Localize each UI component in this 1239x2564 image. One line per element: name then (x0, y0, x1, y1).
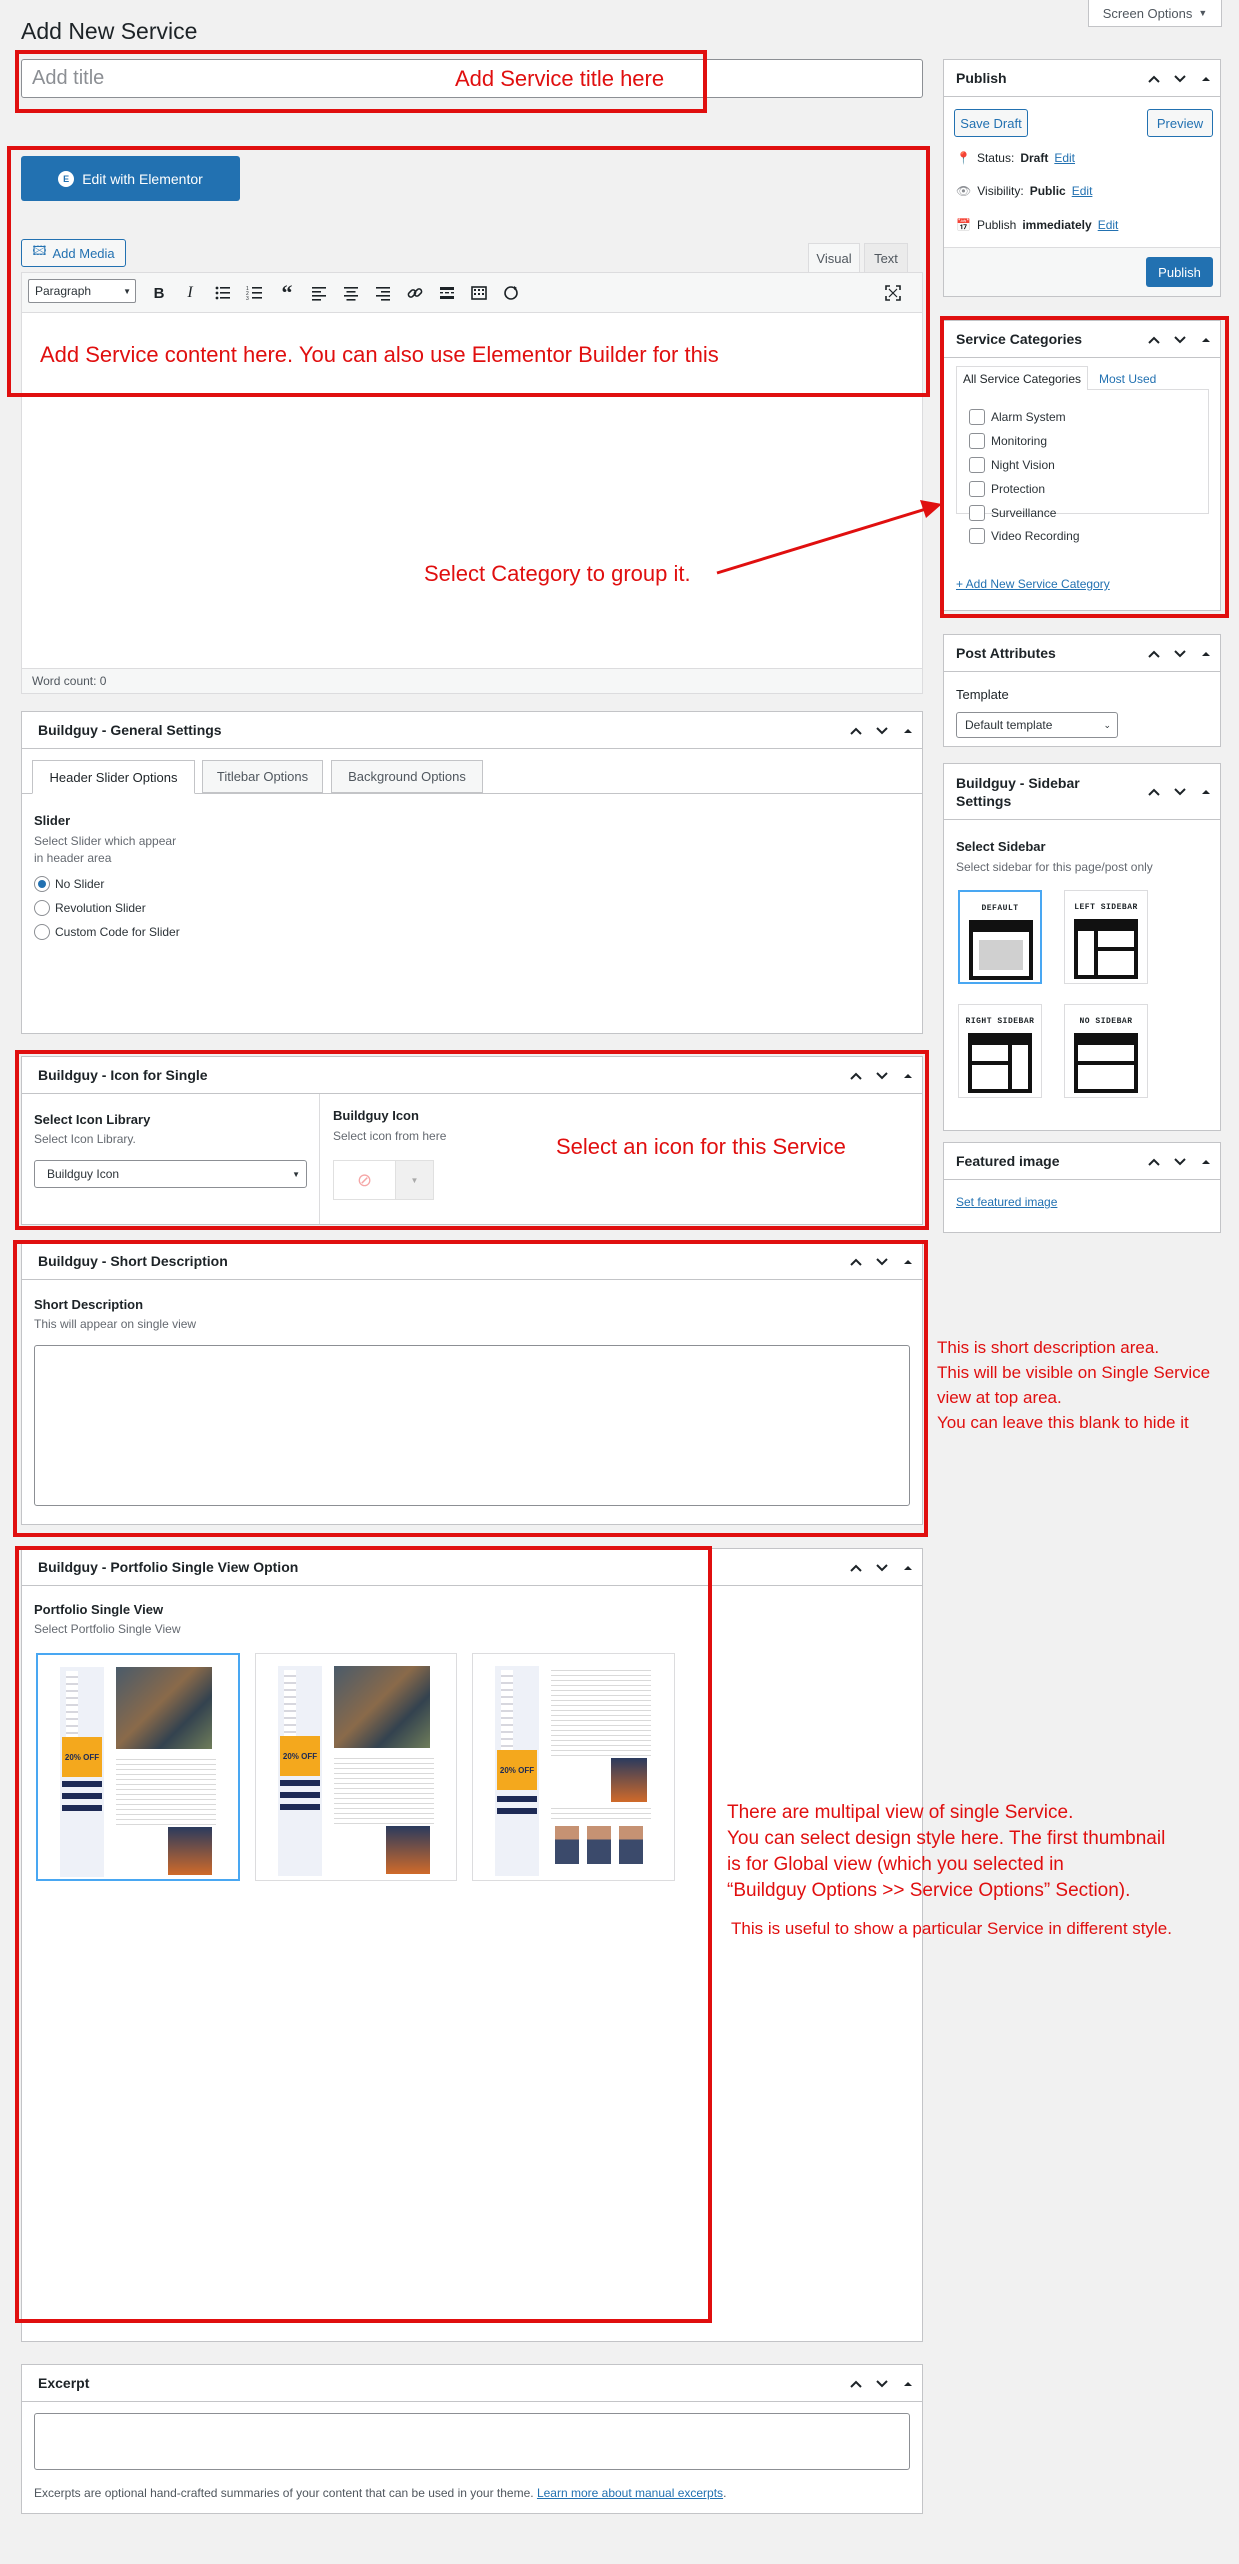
bullet-list-icon[interactable] (210, 279, 236, 307)
slider-desc: Select Slider which appear (34, 834, 177, 848)
portfolio-view-title: Buildguy - Portfolio Single View Option (38, 1559, 299, 1575)
layout-no-sidebar[interactable] (1064, 1004, 1148, 1098)
layout-right-sidebar[interactable] (958, 1004, 1042, 1098)
view-thumbnail-style-2[interactable] (472, 1653, 675, 1881)
align-left-icon[interactable] (306, 279, 332, 307)
excerpt-note (34, 2486, 726, 2500)
tab-label: All Service Categories (962, 371, 1082, 386)
collapse-icon[interactable] (1198, 646, 1214, 662)
excerpt-note-text: Excerpts are optional hand-crafted summaries of your content that can be used in your theme. (34, 2486, 534, 2500)
collapse-icon[interactable] (900, 2376, 916, 2392)
visibility-row (956, 184, 1092, 198)
slider-label: Slider (34, 813, 71, 828)
category-item[interactable] (969, 528, 1080, 544)
view-thumbnail-style-1[interactable] (255, 1653, 457, 1881)
preview-button[interactable] (1147, 109, 1213, 137)
layout-label: DEFAULT (981, 904, 1019, 913)
collapse-icon[interactable] (1198, 332, 1214, 348)
annotation-line: is for Global view (which you selected in (727, 1854, 1064, 1875)
portfolio-view-label: Portfolio Single View (34, 1602, 164, 1617)
category-item[interactable] (969, 481, 1045, 497)
short-description-title: Buildguy - Short Description (38, 1253, 228, 1269)
caret-down-icon: ▼ (123, 286, 131, 296)
preview-label: Preview (1156, 115, 1204, 131)
annotation-category: Select Category to group it. (424, 561, 691, 586)
tab-text-label: Text (874, 250, 898, 266)
thumb-promo (497, 1750, 537, 1790)
tab-label: Header Slider Options (49, 769, 178, 785)
word-count-bar (22, 668, 922, 693)
format-select[interactable] (28, 279, 136, 303)
categories-metabox (943, 320, 1221, 611)
tab-titlebar[interactable] (202, 760, 323, 793)
template-label: Template (956, 687, 1009, 702)
box-controls (1146, 321, 1214, 358)
status-value: Draft (1020, 151, 1049, 165)
radio-icon (34, 900, 50, 916)
category-label: Night Vision (991, 458, 1055, 472)
radio-icon (34, 876, 50, 892)
screen-options-button[interactable] (1088, 0, 1222, 27)
format-select-value: Paragraph (35, 284, 92, 298)
excerpt-textarea[interactable] (34, 2413, 910, 2470)
annotation-line: You can select design style here. The first thumbnail (727, 1828, 1166, 1849)
select-sidebar-desc: Select sidebar for this page/post only (956, 860, 1153, 874)
chevron-down-icon: ⌄ (1103, 719, 1111, 730)
save-draft-button[interactable] (954, 109, 1028, 137)
icon-picker[interactable] (333, 1160, 434, 1200)
refresh-icon[interactable] (498, 279, 524, 307)
publish-title: Publish (956, 70, 1007, 86)
template-select[interactable] (956, 712, 1118, 738)
general-settings-metabox (21, 711, 923, 1034)
icon-desc: Select icon from here (333, 1129, 447, 1143)
layout-no-sidebar-icon (1074, 1033, 1138, 1093)
short-description-desc: This will appear on single view (34, 1317, 197, 1331)
period: . (723, 2486, 727, 2500)
move-up-icon[interactable] (848, 1560, 864, 1576)
layout-left-sidebar-icon (1074, 919, 1138, 979)
add-media-label: Add Media (52, 245, 115, 261)
layout-label: NO SIDEBAR (1079, 1017, 1133, 1026)
box-controls (1146, 60, 1214, 97)
excerpt-title: Excerpt (38, 2375, 90, 2391)
publish-date-edit-link[interactable]: Edit (1097, 218, 1119, 232)
radio-label: No Slider (55, 877, 105, 891)
numbered-list-icon[interactable] (242, 279, 268, 307)
annotation-line: view at top area. (937, 1388, 1062, 1407)
thumb-text (334, 1754, 434, 1824)
annotation-title: Add Service title here (455, 66, 665, 91)
post-attributes-metabox (943, 634, 1221, 747)
tab-label: Titlebar Options (216, 769, 309, 784)
thumb-text (551, 1804, 651, 1822)
box-controls (848, 1549, 916, 1586)
move-down-icon[interactable] (1172, 332, 1188, 348)
publish-date-value: immediately (1022, 218, 1092, 232)
checkbox[interactable] (969, 457, 985, 473)
eye-icon: 👁 (956, 184, 972, 198)
box-controls (1146, 764, 1214, 820)
tab-background[interactable] (331, 760, 483, 793)
collapse-icon[interactable] (900, 723, 916, 739)
svg-text:3: 3 (246, 296, 249, 302)
thumb-text (116, 1755, 216, 1825)
post-attributes-title: Post Attributes (956, 645, 1056, 661)
thumb-photo (116, 1667, 212, 1749)
move-up-icon[interactable] (1146, 784, 1162, 800)
publish-date-label: Publish (976, 218, 1017, 232)
icon-single-title: Buildguy - Icon for Single (38, 1067, 208, 1083)
layout-right-sidebar-icon (968, 1033, 1032, 1093)
select-sidebar-label: Select Sidebar (956, 839, 1046, 854)
move-up-icon[interactable] (848, 1068, 864, 1084)
general-settings-header[interactable] (22, 712, 922, 749)
category-item[interactable] (969, 505, 1056, 521)
annotation-short-description (937, 1335, 1210, 1435)
save-draft-label: Save Draft (960, 115, 1022, 131)
layout-label: RIGHT SIDEBAR (965, 1017, 1035, 1026)
visibility-value: Public (1029, 184, 1066, 198)
tab-most-used[interactable] (1099, 372, 1156, 386)
thumb-dark-bar (280, 1792, 320, 1798)
thumb-team (619, 1826, 643, 1864)
thumb-promo-text: 20% OFF (64, 1752, 100, 1762)
thumb-text (551, 1666, 651, 1756)
thumb-photo (611, 1758, 647, 1802)
library-select[interactable] (34, 1160, 307, 1188)
elementor-button[interactable] (21, 156, 240, 201)
read-more-icon[interactable] (434, 279, 460, 307)
visibility-label: Visibility: (977, 184, 1024, 198)
tab-all-categories[interactable] (956, 366, 1088, 390)
thumb-photo (168, 1827, 212, 1875)
editor-toolbar (22, 273, 922, 313)
caret-down-icon: ▼ (292, 1169, 300, 1179)
title-placeholder: Add title (32, 67, 105, 89)
portfolio-view-header[interactable] (22, 1549, 922, 1586)
set-featured-image-link[interactable]: Set featured image (956, 1195, 1058, 1209)
thumb-promo-text: 20% OFF (499, 1765, 535, 1775)
box-controls (1146, 1143, 1214, 1180)
library-label: Select Icon Library (34, 1112, 151, 1127)
tab-header-slider[interactable] (32, 760, 195, 794)
layout-default[interactable] (958, 890, 1042, 984)
thumb-promo (62, 1737, 102, 1777)
caret-down-icon: ▼ (1198, 8, 1208, 18)
short-description-metabox (21, 1242, 923, 1525)
publish-button-label: Publish (1158, 264, 1201, 280)
annotation-portfolio-view (727, 1800, 1172, 1942)
box-controls (848, 1243, 916, 1280)
move-down-icon[interactable] (1172, 1154, 1188, 1170)
collapse-icon[interactable] (1198, 71, 1214, 87)
featured-image-title: Featured image (956, 1153, 1060, 1169)
icon-single-header[interactable] (22, 1057, 922, 1094)
annotation-icon: Select an icon for this Service (556, 1134, 846, 1159)
add-new-category-link[interactable]: + Add New Service Category (956, 577, 1110, 591)
move-down-icon[interactable] (1172, 646, 1188, 662)
tab-label: Background Options (348, 769, 466, 784)
radio-revolution-slider[interactable] (34, 900, 146, 916)
word-count: Word count: 0 (32, 674, 107, 688)
icon-picker-toggle[interactable]: ▼ (395, 1161, 433, 1199)
library-desc: Select Icon Library. (34, 1132, 136, 1146)
tab-visual-label: Visual (816, 250, 852, 266)
elementor-button-label: Edit with Elementor (82, 170, 203, 187)
annotation-arrow (700, 495, 945, 580)
add-media-button[interactable] (21, 239, 126, 267)
category-label: Monitoring (991, 434, 1048, 448)
layout-label: LEFT SIDEBAR (1074, 903, 1138, 912)
page-title: Add New Service (21, 18, 198, 44)
annotation-content: Add Service content here. You can also use Elementor Builder for this (40, 342, 719, 367)
tab-text[interactable] (864, 243, 908, 272)
portfolio-view-desc: Select Portfolio Single View (34, 1622, 181, 1636)
thumb-team (555, 1826, 579, 1864)
media-icon: 🖾 (32, 243, 47, 258)
move-up-icon[interactable] (1146, 646, 1162, 662)
publish-metabox (943, 59, 1221, 297)
screen-options-label: Screen Options (1102, 5, 1193, 21)
collapse-icon[interactable] (900, 1068, 916, 1084)
radio-label: Revolution Slider (55, 901, 146, 915)
annotation-line: This is useful to show a particular Service in different style. (731, 1919, 1172, 1938)
move-down-icon[interactable] (874, 2376, 890, 2392)
publish-button[interactable] (1146, 257, 1213, 287)
box-controls (848, 2365, 916, 2402)
status-label: Status: (976, 151, 1015, 165)
categories-title: Service Categories (956, 331, 1083, 347)
sidebar-settings-title: Settings (956, 793, 1012, 809)
category-label: Video Recording (991, 529, 1080, 543)
category-item[interactable] (969, 433, 1047, 449)
thumb-dark-bar (280, 1780, 320, 1786)
toolbar-toggle-icon[interactable] (466, 279, 492, 307)
visibility-edit-link[interactable]: Edit (1071, 184, 1093, 198)
editor-container (21, 272, 923, 694)
link-icon[interactable] (402, 279, 428, 307)
align-right-icon[interactable] (370, 279, 396, 307)
annotation-line: There are multipal view of single Service. (727, 1802, 1074, 1823)
box-controls (1146, 635, 1214, 672)
svg-text:2: 2 (246, 291, 249, 297)
move-up-icon[interactable] (1146, 71, 1162, 87)
elementor-icon: E (58, 171, 74, 187)
layout-left-sidebar[interactable] (1064, 890, 1148, 984)
annotation-line: “Buildguy Options >> Service Options” Section). (727, 1880, 1131, 1901)
collapse-icon[interactable] (900, 1560, 916, 1576)
short-description-header[interactable] (22, 1243, 922, 1280)
collapse-icon[interactable] (900, 1254, 916, 1270)
excerpt-header[interactable] (22, 2365, 922, 2402)
calendar-icon: 📅 (956, 218, 971, 232)
featured-image-metabox (943, 1142, 1221, 1233)
checkbox[interactable] (969, 505, 985, 521)
pin-icon: 📍 (956, 151, 971, 165)
sidebar-settings-title: Buildguy - Sidebar (956, 775, 1080, 791)
move-up-icon[interactable] (848, 723, 864, 739)
category-label: Alarm System (991, 410, 1066, 424)
radio-label: Custom Code for Slider (55, 925, 180, 939)
thumb-photo (334, 1666, 430, 1748)
thumb-promo-text: 20% OFF (282, 1751, 318, 1761)
box-controls (848, 1057, 916, 1094)
thumb-dark-bar (62, 1805, 102, 1811)
thumb-menu (501, 1670, 513, 1750)
move-up-icon[interactable] (1146, 1154, 1162, 1170)
fullscreen-icon[interactable] (880, 279, 906, 307)
status-edit-link[interactable]: Edit (1054, 151, 1076, 165)
no-icon-preview: ⊘ (356, 1169, 373, 1190)
box-controls (848, 712, 916, 749)
short-description-textarea[interactable] (34, 1345, 910, 1506)
portfolio-view-metabox (21, 1548, 923, 2342)
category-item[interactable] (969, 409, 1066, 425)
move-down-icon[interactable] (1172, 784, 1188, 800)
move-down-icon[interactable] (874, 1254, 890, 1270)
collapse-icon[interactable] (1198, 784, 1214, 800)
move-up-icon[interactable] (848, 1254, 864, 1270)
tab-visual[interactable] (808, 243, 860, 272)
annotation-line: This is short description area. (937, 1338, 1160, 1357)
checkbox[interactable] (969, 528, 985, 544)
move-down-icon[interactable] (874, 723, 890, 739)
thumb-dark-bar (497, 1796, 537, 1802)
align-center-icon[interactable] (338, 279, 364, 307)
view-thumbnail-global[interactable] (36, 1653, 240, 1881)
template-select-value: Default template (965, 718, 1053, 732)
general-settings-title: Buildguy - General Settings (38, 722, 222, 738)
layout-default-icon (969, 920, 1033, 980)
sidebar-settings-metabox (943, 763, 1221, 1131)
excerpt-learn-more-link[interactable]: Learn more about manual excerpts (536, 2486, 724, 2500)
thumb-promo (280, 1736, 320, 1776)
category-label: Surveillance (991, 506, 1057, 520)
bold-icon[interactable]: B (153, 284, 165, 302)
thumb-dark-bar (62, 1793, 102, 1799)
thumb-team (587, 1826, 611, 1864)
radio-no-slider[interactable] (34, 876, 104, 892)
slider-desc: in header area (34, 851, 112, 865)
collapse-icon[interactable] (1198, 1154, 1214, 1170)
move-up-icon[interactable] (848, 2376, 864, 2392)
move-down-icon[interactable] (874, 1560, 890, 1576)
checkbox[interactable] (969, 433, 985, 449)
short-description-label: Short Description (34, 1297, 144, 1312)
excerpt-metabox (21, 2364, 923, 2514)
checkbox[interactable] (969, 481, 985, 497)
thumb-dark-bar (497, 1808, 537, 1814)
svg-text:1: 1 (246, 286, 249, 292)
icon-column-divider (319, 1094, 320, 1224)
checkbox[interactable] (969, 409, 985, 425)
annotation-line: This will be visible on Single Service (937, 1363, 1211, 1382)
thumb-dark-bar (280, 1804, 320, 1810)
status-row (956, 151, 1075, 165)
library-select-value: Buildguy Icon (47, 1167, 120, 1181)
italic-icon[interactable]: I (187, 284, 193, 301)
radio-icon (34, 924, 50, 940)
icon-label: Buildguy Icon (333, 1108, 419, 1123)
thumb-photo (386, 1826, 430, 1874)
category-item[interactable] (969, 457, 1055, 473)
move-down-icon[interactable] (1172, 71, 1188, 87)
tab-label: Most Used (1099, 372, 1157, 386)
thumb-dark-bar (62, 1781, 102, 1787)
blockquote-icon[interactable]: “ (281, 280, 293, 305)
publish-date-row (956, 218, 1118, 232)
move-up-icon[interactable] (1146, 332, 1162, 348)
radio-custom-code[interactable] (34, 924, 180, 940)
move-down-icon[interactable] (874, 1068, 890, 1084)
category-label: Protection (991, 482, 1046, 496)
annotation-line: You can leave this blank to hide it (937, 1413, 1189, 1432)
